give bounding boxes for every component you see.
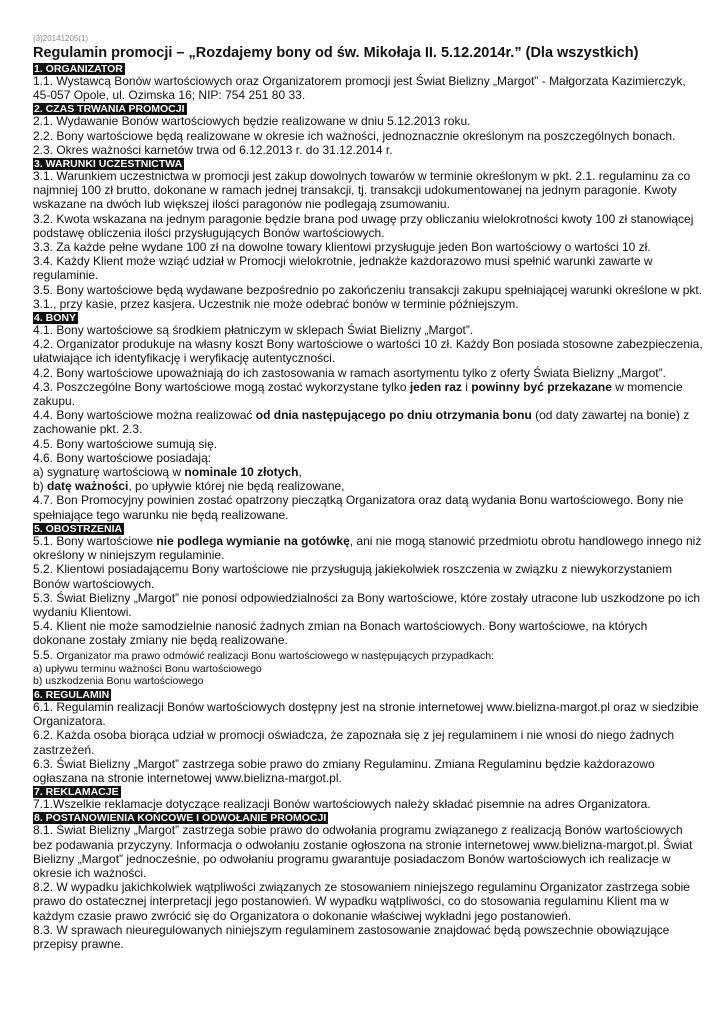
paragraph xyxy=(33,923,703,951)
document-page xyxy=(33,33,703,951)
document-id: (3)20141205(1) xyxy=(33,34,89,43)
text-run: 5.3. Świat Bielizny „Margot” nie ponosi odpowiedzialności za Bony wartościowe, które zostały utracone lub uszkodzone po ich wydaniu Klientowi. xyxy=(33,590,701,619)
paragraph xyxy=(33,169,703,212)
text-run: , po upływie której nie będą realizowane, xyxy=(128,479,345,494)
paragraph xyxy=(33,254,703,282)
text-run: 2.1. Wydawanie Bonów wartościowych będzie realizowane w dniu 5.12.2013 roku. xyxy=(33,114,471,129)
paragraph xyxy=(33,283,703,311)
text-run: 4.4. Bony wartościowe można realizować xyxy=(33,408,256,423)
section-heading: 3. WARUNKI UCZESTNICTWA xyxy=(34,158,183,171)
text-run: 6.1. Regulamin realizacji Bonów wartościowych dostępny jest na stronie internetowej www.bielizna-margot.pl oraz w siedzibie Organizatora. xyxy=(33,699,699,729)
text-run: 4.2. Organizator produkuje na własny koszt Bony wartościowe o wartości 10 zł. Każdy Bon posiada stosowne zabezpieczenia, ułatwiające ich identyfikację i weryfikację autentyczności. xyxy=(33,337,703,366)
section-heading-row xyxy=(33,688,703,700)
section-heading-row xyxy=(33,522,703,534)
section-heading: 7. REKLAMACJE xyxy=(34,786,119,799)
document-title: Regulamin promocji – „Rozdajemy bony od św. Mikołaja II. 5.12.2014r.” (Dla wszystkich) xyxy=(33,45,639,61)
section-heading: 4. BONY xyxy=(34,312,77,325)
bold-text: powinny być przekazane xyxy=(471,379,612,394)
paragraph xyxy=(33,591,703,619)
text-run: 5.2. Klientowi posiadającemu Bony wartościowe nie przysługują jakiekolwiek roszczenia w związku z niewykorzystaniem Bonów wartościowych. xyxy=(33,562,672,591)
bold-text: nominale 10 złotych xyxy=(184,465,299,480)
bold-text: od dnia następującego po dniu otrzymania bonu xyxy=(255,408,532,423)
paragraph xyxy=(33,129,703,143)
paragraph xyxy=(33,74,703,102)
paragraph xyxy=(33,675,703,688)
text-run: 4.2. Bony wartościowe upoważniają do ich zastosowania w ramach asortymentu tylko z oferty Świata Bielizny „Margot”. xyxy=(33,365,666,380)
paragraph xyxy=(33,823,703,880)
paragraph xyxy=(33,479,703,493)
paragraph xyxy=(33,728,703,756)
text-run: 5.5. xyxy=(33,647,57,662)
section-heading-row xyxy=(33,785,703,797)
paragraph xyxy=(33,534,703,562)
paragraph xyxy=(33,212,703,240)
text-run: 2.2. Bony wartościowe będą realizowane w okresie ich ważności, jednoznacznie określonym na poszczególnych bonach. xyxy=(33,128,676,143)
paragraph xyxy=(33,114,703,128)
paragraph xyxy=(33,880,703,923)
text-run: i xyxy=(461,379,472,394)
text-run: 4.3. Poszczególne Bony wartościowe mogą zostać wykorzystane tylko xyxy=(33,379,410,394)
text-run: a) upływu terminu ważności Bonu wartościowego xyxy=(33,662,262,675)
bold-text: nie podlega wymianie na gotówkę xyxy=(156,533,350,548)
text-run: 8.3. W sprawach nieuregulowanych niniejszym regulaminem zastosowanie znajdować będą powszechnie obowiązujące przepisy prawne. xyxy=(33,922,670,951)
section-heading-row xyxy=(33,157,703,169)
text-run: 7.1.Wszelkie reklamacje dotyczące realizacji Bonów wartościowych należy składać pisemnie na adres Organizatora. xyxy=(33,797,651,812)
text-run: 6.2. Każda osoba biorąca udział w promocji oświadcza, że zapoznała się z jej regulaminem i nie wnosi do niego żadnych zastrzeżeń. xyxy=(33,728,675,757)
text-run: 3.1. Warunkiem uczestnictwa w promocji jest zakup dowolnych towarów w terminie określonym w pkt. 2.1. regulaminu za co najmniej 100 zł brutto, dokonane w ramach jednej transakcji, tj. transakcji udokumentowanej na jednym paragonie. Kwoty wskazane na dwóch lub większej ilości paragonów nie podlegają zsumowaniu. xyxy=(33,169,691,212)
paragraph xyxy=(33,240,703,254)
paragraph xyxy=(33,465,703,479)
section-heading-row xyxy=(33,102,703,114)
paragraph xyxy=(33,451,703,465)
text-run: 2.3. Okres ważności karnetów trwa od 6.12.2013 r. do 31.12.2014 r. xyxy=(33,142,393,157)
text-run: 3.3. Za każde pełne wydane 100 zł na dowolne towary klientowi przysługuje jeden Bon wartościowy o wartości 10 zł. xyxy=(33,240,651,255)
document-body xyxy=(33,62,703,951)
text-run: , xyxy=(298,465,302,480)
paragraph xyxy=(33,493,703,521)
paragraph xyxy=(33,562,703,590)
text-run: 8.2. W wypadku jakichkolwiek wątpliwości związanych ze stosowaniem niniejszego regulaminu Organizator zastrzega sobie prawo do ostatecznej interpretacji jego postanowień. W wypadku wątpliwości, co do stosowania regulaminu Klient ma w każdym czasie prawo zwrócić się do Organizatora o dokonanie właściwej wykładni jego postanowień. xyxy=(33,880,690,923)
text-run: 4.7. Bon Promocyjny powinien zostać opatrzony pieczątką Organizatora oraz datą wydania Bonu wartościowego. Bony nie spełniające tego warunku nie będą realizowane. xyxy=(33,493,684,522)
paragraph xyxy=(33,797,703,811)
paragraph xyxy=(33,143,703,157)
paragraph xyxy=(33,663,703,676)
paragraph xyxy=(33,408,703,436)
text-run: 3.4. Każdy Klient może wziąć udział w Promocji wielokrotnie, jednakże każdorazowo musi spełnić warunki zawarte w regulaminie. xyxy=(33,254,653,283)
text-run: 3.2. Kwota wskazana na jednym paragonie będzie brana pod uwagę przy obliczaniu wielokrotności kwoty 100 zł stanowiącej podstawę obliczenia ilości przysługujących Bonów wartościowych. xyxy=(33,211,694,240)
paragraph xyxy=(33,323,703,337)
text-run: 5.1. Bony wartościowe xyxy=(33,533,157,548)
section-heading: 8. POSTANOWIENIA KOŃCOWE I ODWOŁANIE PROMOCJI xyxy=(34,812,327,825)
text-run: b) uszkodzenia Bonu wartościowego xyxy=(33,675,204,688)
section-heading: 1. ORGANIZATOR xyxy=(34,63,123,75)
text-run: Organizator ma prawo odmówić realizacji Bonu wartościowego w następujących przypadkach: xyxy=(56,649,495,662)
section-heading-row xyxy=(33,62,703,74)
text-run: 4.1. Bony wartościowe są środkiem płatniczym w sklepach Świat Bielizny „Margot”. xyxy=(33,323,474,338)
text-run: (od daty zawartej na bonie) z zachowanie pkt. 2.3. xyxy=(33,408,690,437)
bold-text: jeden raz xyxy=(409,379,462,394)
text-run: 5.4. Klient nie może samodzielnie nanosić żadnych zmian na Bonach wartościowych. Bony wartościowe, na których dokonane zostały zmiany nie będą realizowane. xyxy=(33,619,648,648)
paragraph xyxy=(33,366,703,380)
text-run: , ani nie mogą stanowić przedmiotu obrotu handlowego innego niż określony w niniejszym regulaminie. xyxy=(33,533,702,563)
section-heading: 5. OBOSTRZENIA xyxy=(34,522,123,535)
paragraph xyxy=(33,619,703,647)
text-run: 8.1. Świat Bielizny „Margot” zastrzega sobie prawo do odwołania programu związanego z realizacją Bonów wartościowych bez podawania przyczyny. Informacja o odwołaniu zostanie ogłoszona na stronie internetowej www.bielizna-margot.pl. Świat Bielizny „Margot” jednocześnie, po odwołaniu programu gwarantuje posiadaczom Bonów wartościowych ich realizacje w okresie ich ważności. xyxy=(33,823,693,880)
text-run: a) sygnaturę wartościową w xyxy=(33,465,185,480)
paragraph xyxy=(33,380,703,408)
bold-text: datę ważności xyxy=(47,479,129,494)
section-heading: 2. CZAS TRWANIA PROMOCJI xyxy=(34,103,185,116)
section-heading-row xyxy=(33,311,703,323)
paragraph xyxy=(33,757,703,785)
paragraph xyxy=(33,437,703,451)
text-run: 1.1. Wystawcą Bonów wartościowych oraz Organizatorem promocji jest Świat Bielizny „Margot” - Małgorzata Kazimierczyk, 45-057 Opole, ul. Ozimska 16; NIP: 754 251 80 33. xyxy=(33,74,686,103)
text-run: 4.5. Bony wartościowe sumują się. xyxy=(33,436,218,451)
text-run: 6.3. Świat Bielizny „Margot” zastrzega sobie prawo do zmiany Regulaminu. Zmiana Regulaminu będzie każdorazowo ogłaszana na stronie internetowej www.bielizna-margot.pl. xyxy=(33,756,655,785)
text-run: 4.6. Bony wartościowe posiadają: xyxy=(33,450,212,465)
paragraph xyxy=(33,700,703,728)
text-run: 3.5. Bony wartościowe będą wydawane bezpośrednio po zakończeniu transakcji zakupu spełniającej warunki określone w pkt. 3.1., przy kasie, przez kasjera. Uczestnik nie może odebrać bonów w terminie późniejszym. xyxy=(33,282,703,311)
paragraph xyxy=(33,337,703,365)
section-heading: 6. REGULAMIN xyxy=(34,688,110,701)
section-heading-row xyxy=(33,811,703,823)
paragraph xyxy=(33,648,703,663)
text-run: b) xyxy=(33,479,48,494)
text-run: w momencie zakupu. xyxy=(33,379,683,409)
